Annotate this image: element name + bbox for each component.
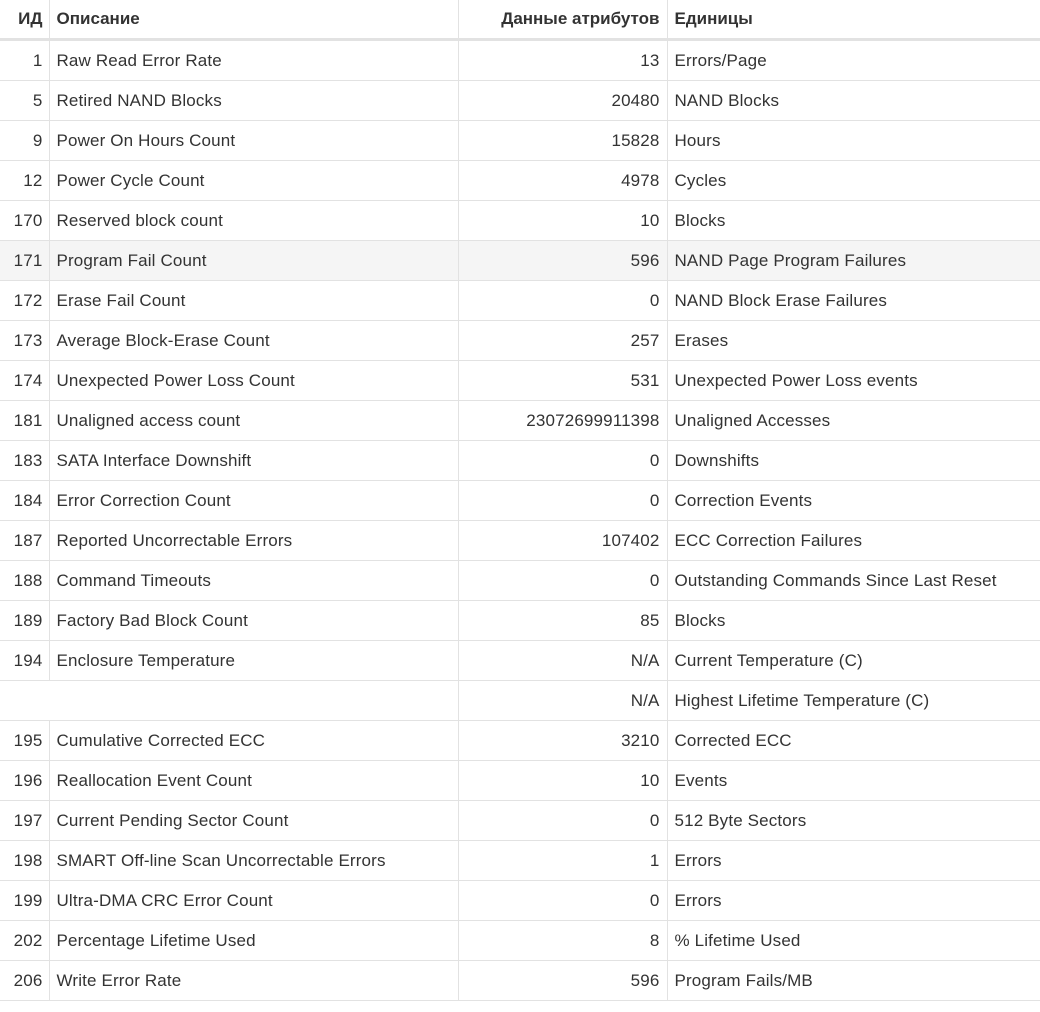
cell-value: 10 (458, 201, 667, 241)
column-header-units[interactable]: Единицы (667, 0, 1040, 40)
table-row[interactable] (0, 281, 1040, 321)
cell-id: 5 (0, 81, 49, 121)
table-row[interactable] (0, 201, 1040, 241)
cell-description: Erase Fail Count (49, 281, 458, 321)
cell-value: 596 (458, 961, 667, 1001)
cell-value: 0 (458, 801, 667, 841)
cell-description: Reported Uncorrectable Errors (49, 521, 458, 561)
cell-value: 15828 (458, 121, 667, 161)
table-row[interactable] (0, 681, 1040, 721)
cell-description: Write Error Rate (49, 961, 458, 1001)
cell-units: Errors (667, 841, 1040, 881)
cell-id: 197 (0, 801, 49, 841)
cell-units: Errors (667, 881, 1040, 921)
cell-value: 23072699911398 (458, 401, 667, 441)
cell-units: Downshifts (667, 441, 1040, 481)
table-row[interactable] (0, 361, 1040, 401)
cell-units: Program Fails/MB (667, 961, 1040, 1001)
cell-value: 4978 (458, 161, 667, 201)
cell-id: 187 (0, 521, 49, 561)
cell-value: 596 (458, 241, 667, 281)
cell-id: 1 (0, 40, 49, 81)
table-row[interactable] (0, 761, 1040, 801)
cell-units: NAND Blocks (667, 81, 1040, 121)
cell-units: Current Temperature (C) (667, 641, 1040, 681)
cell-description: SMART Off-line Scan Uncorrectable Errors (49, 841, 458, 881)
cell-id: 196 (0, 761, 49, 801)
cell-id: 189 (0, 601, 49, 641)
cell-value: 20480 (458, 81, 667, 121)
column-header-id[interactable]: ИД (0, 0, 49, 40)
cell-description: Raw Read Error Rate (49, 40, 458, 81)
cell-id: 195 (0, 721, 49, 761)
cell-value: 3210 (458, 721, 667, 761)
cell-value: 13 (458, 40, 667, 81)
cell-value: 85 (458, 601, 667, 641)
cell-units: Unexpected Power Loss events (667, 361, 1040, 401)
table-body (0, 40, 1040, 1001)
cell-units: Blocks (667, 601, 1040, 641)
table-row[interactable] (0, 841, 1040, 881)
cell-units: Cycles (667, 161, 1040, 201)
table-row[interactable] (0, 321, 1040, 361)
table-row[interactable] (0, 481, 1040, 521)
table-row[interactable] (0, 241, 1040, 281)
cell-description: Average Block-Erase Count (49, 321, 458, 361)
cell-units: Highest Lifetime Temperature (C) (667, 681, 1040, 721)
table-header (0, 0, 1040, 40)
cell-units: Unaligned Accesses (667, 401, 1040, 441)
cell-description: Error Correction Count (49, 481, 458, 521)
table-row[interactable] (0, 561, 1040, 601)
cell-units: Errors/Page (667, 40, 1040, 81)
cell-value: 0 (458, 561, 667, 601)
table-row[interactable] (0, 161, 1040, 201)
table-row[interactable] (0, 721, 1040, 761)
cell-units: NAND Page Program Failures (667, 241, 1040, 281)
cell-id: 184 (0, 481, 49, 521)
table-row[interactable] (0, 401, 1040, 441)
table-row[interactable] (0, 961, 1040, 1001)
cell-units: Outstanding Commands Since Last Reset (667, 561, 1040, 601)
cell-value: 0 (458, 881, 667, 921)
cell-units: Correction Events (667, 481, 1040, 521)
cell-empty (0, 681, 458, 721)
cell-value: 0 (458, 281, 667, 321)
cell-description: Current Pending Sector Count (49, 801, 458, 841)
cell-units: ECC Correction Failures (667, 521, 1040, 561)
cell-id: 170 (0, 201, 49, 241)
cell-id: 194 (0, 641, 49, 681)
table-row[interactable] (0, 121, 1040, 161)
column-header-value[interactable]: Данные атрибутов (458, 0, 667, 40)
cell-units: Blocks (667, 201, 1040, 241)
cell-id: 199 (0, 881, 49, 921)
cell-id: 198 (0, 841, 49, 881)
cell-units: % Lifetime Used (667, 921, 1040, 961)
cell-id: 206 (0, 961, 49, 1001)
cell-description: Reserved block count (49, 201, 458, 241)
cell-id: 12 (0, 161, 49, 201)
cell-id: 9 (0, 121, 49, 161)
cell-id: 172 (0, 281, 49, 321)
cell-id: 173 (0, 321, 49, 361)
cell-id: 202 (0, 921, 49, 961)
cell-value: 8 (458, 921, 667, 961)
cell-description: Enclosure Temperature (49, 641, 458, 681)
table-row[interactable] (0, 81, 1040, 121)
table-row[interactable] (0, 601, 1040, 641)
cell-value: 257 (458, 321, 667, 361)
cell-description: SATA Interface Downshift (49, 441, 458, 481)
cell-value: 0 (458, 441, 667, 481)
cell-value: 107402 (458, 521, 667, 561)
cell-value: 10 (458, 761, 667, 801)
cell-value: 531 (458, 361, 667, 401)
table-row[interactable] (0, 801, 1040, 841)
column-header-description[interactable]: Описание (49, 0, 458, 40)
cell-value: N/A (458, 641, 667, 681)
cell-description: Power On Hours Count (49, 121, 458, 161)
cell-units: 512 Byte Sectors (667, 801, 1040, 841)
cell-units: Hours (667, 121, 1040, 161)
cell-id: 181 (0, 401, 49, 441)
cell-id: 188 (0, 561, 49, 601)
cell-description: Power Cycle Count (49, 161, 458, 201)
cell-units: Corrected ECC (667, 721, 1040, 761)
table-row[interactable] (0, 641, 1040, 681)
cell-value: 1 (458, 841, 667, 881)
table-row[interactable] (0, 921, 1040, 961)
cell-description: Reallocation Event Count (49, 761, 458, 801)
cell-description: Percentage Lifetime Used (49, 921, 458, 961)
cell-description: Command Timeouts (49, 561, 458, 601)
cell-description: Factory Bad Block Count (49, 601, 458, 641)
table-row[interactable] (0, 40, 1040, 81)
header-row (0, 0, 1040, 40)
cell-units: NAND Block Erase Failures (667, 281, 1040, 321)
cell-description: Ultra-DMA CRC Error Count (49, 881, 458, 921)
cell-id: 183 (0, 441, 49, 481)
cell-id: 174 (0, 361, 49, 401)
cell-description: Retired NAND Blocks (49, 81, 458, 121)
cell-units: Erases (667, 321, 1040, 361)
cell-units: Events (667, 761, 1040, 801)
table-row[interactable] (0, 881, 1040, 921)
cell-description: Cumulative Corrected ECC (49, 721, 458, 761)
cell-id: 171 (0, 241, 49, 281)
cell-description: Unaligned access count (49, 401, 458, 441)
cell-description: Program Fail Count (49, 241, 458, 281)
cell-value: 0 (458, 481, 667, 521)
table-row[interactable] (0, 521, 1040, 561)
cell-description: Unexpected Power Loss Count (49, 361, 458, 401)
cell-value: N/A (458, 681, 667, 721)
table-row[interactable] (0, 441, 1040, 481)
